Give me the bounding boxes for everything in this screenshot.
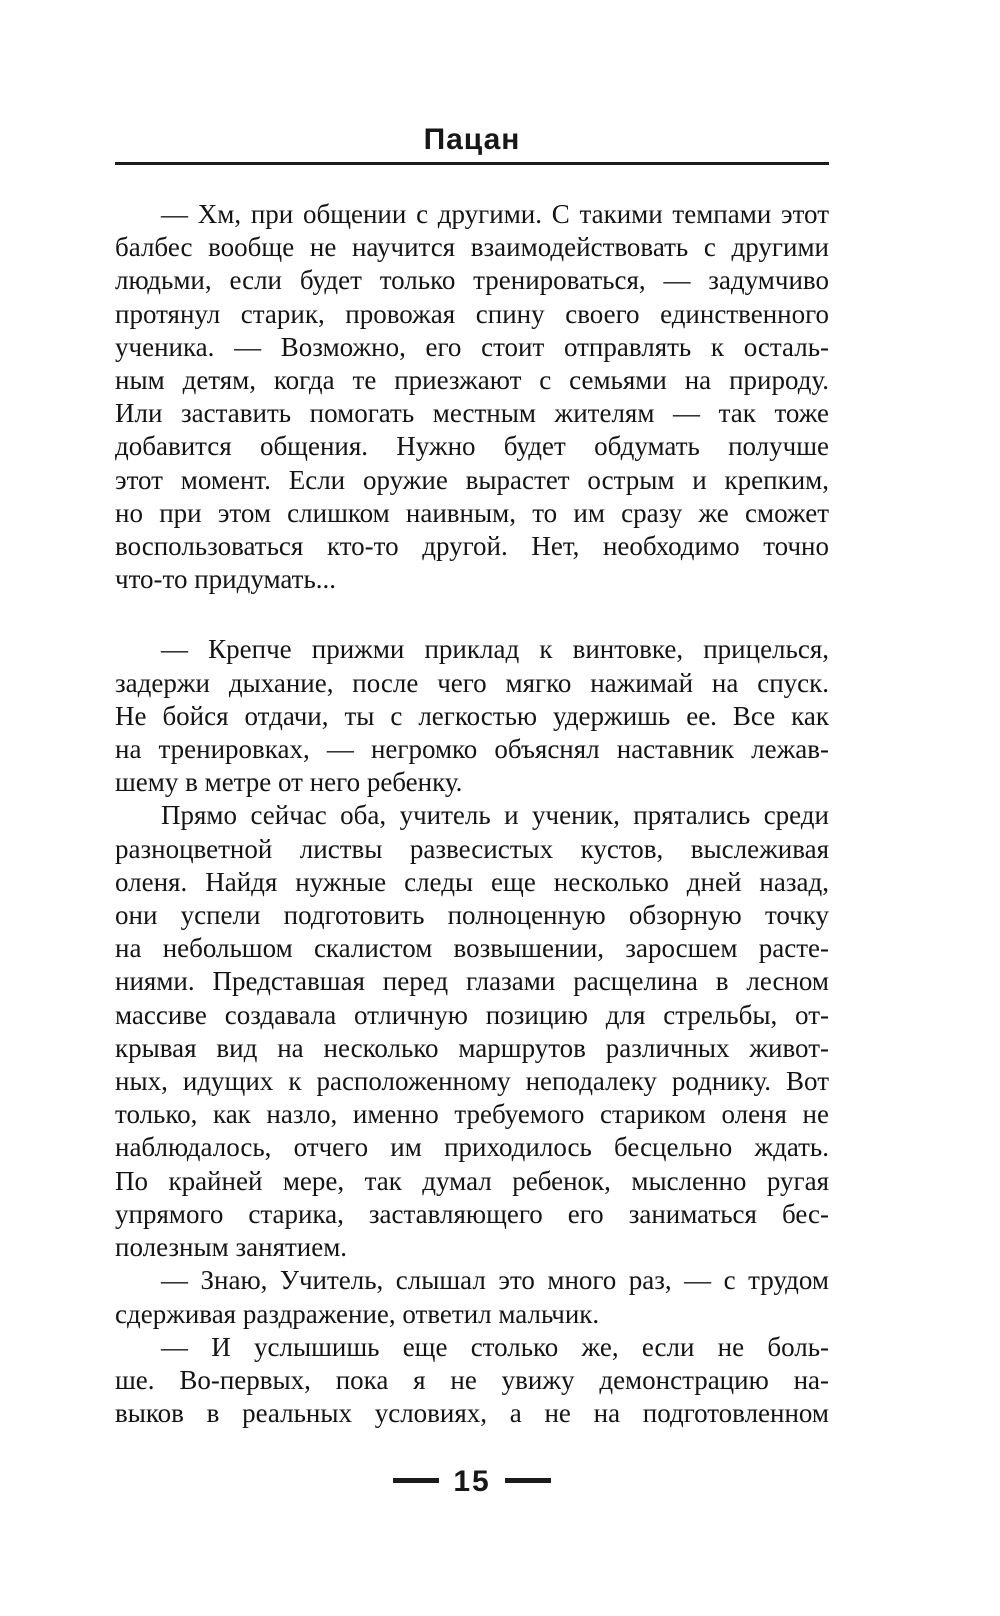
text-line: балбес вообще не научится взаимодействовать с другими	[115, 232, 829, 263]
page-number-dash-right-icon	[505, 1478, 551, 1483]
text-line: массиве создавала отличную позицию для стрельбы, от-	[115, 999, 829, 1030]
text-line: ниями. Представшая перед глазами расщелина в лесном	[115, 966, 829, 997]
header-rule	[115, 162, 829, 165]
text-line: ных, идущих к расположенному неподалеку роднику. Вот	[115, 1066, 829, 1097]
text-line: шему в метре от него ребенку.	[115, 767, 463, 798]
paragraph	[115, 1264, 829, 1330]
text-line: они успели подготовить полноценную обзорную точку	[115, 900, 829, 931]
text-line: — Знаю, Учитель, слышал это много раз, — с трудом	[161, 1265, 829, 1296]
text-line: Прямо сейчас оба, учитель и ученик, прятались среди	[161, 800, 829, 831]
text-line: добавится общения. Нужно будет обдумать получше	[115, 431, 829, 462]
text-line: — Хм, при общении с другими. С такими темпами этот	[161, 199, 829, 229]
text-line: воспользоваться кто-то другой. Нет, необходимо точно	[115, 531, 829, 562]
text-line: — И услышишь еще столько же, если не боль-	[161, 1331, 829, 1362]
running-title: Пацан	[423, 123, 521, 156]
page-number: 15	[453, 1465, 491, 1499]
text-line: — Крепче прижми приклад к винтовке, прицелься,	[161, 634, 829, 665]
text-line: на тренировках, — негромко объяснял наставник лежав-	[115, 734, 829, 765]
text-line: Не бойся отдачи, ты с легкостью удержишь ее. Все как	[115, 700, 829, 731]
text-line: По крайней мере, так думал ребенок, мысленно ругая	[115, 1165, 829, 1196]
text-line: Или заставить помогать местным жителям — так тоже	[115, 398, 829, 429]
text-line: людьми, если будет только тренироваться, — задумчиво	[115, 265, 829, 296]
paragraph	[115, 198, 829, 596]
page-number-dash-left-icon	[393, 1478, 439, 1483]
text-line: выков в реальных условиях, а не на подготовленном	[115, 1398, 829, 1429]
text-line: что-то придумать...	[115, 564, 337, 595]
paragraph	[115, 1331, 829, 1431]
text-line: сдерживая раздражение, ответил мальчик.	[115, 1298, 600, 1329]
text-line: этот момент. Если оружие вырастет острым и крепким,	[115, 464, 829, 495]
text-line: протянул старик, провожая спину своего единственного	[115, 298, 829, 329]
text-line: наблюдалось, отчего им приходилось бесцельно ждать.	[115, 1132, 829, 1163]
text-line: ше. Во-первых, пока я не увижу демонстрацию на-	[115, 1364, 829, 1395]
page-footer	[115, 1464, 829, 1499]
text-line: упрямого старика, заставляющего его заниматься бес-	[115, 1198, 829, 1229]
text-line: ным детям, когда те приезжают с семьями на природу.	[115, 365, 829, 396]
text-line: ученика. — Возможно, его стоит отправлять к осталь-	[115, 331, 829, 362]
text-line: но при этом слишком наивным, то им сразу же сможет	[115, 497, 829, 528]
paragraph	[115, 633, 829, 799]
paragraph	[115, 799, 829, 1264]
text-line: на небольшом скалистом возвышении, заросшем расте-	[115, 933, 829, 964]
text-line: полезным занятием.	[115, 1232, 348, 1263]
text-line: только, как назло, именно требуемого стариком оленя не	[115, 1099, 829, 1130]
text-line: разноцветной листвы развесистых кустов, выслеживая	[115, 833, 829, 864]
text-line: оленя. Найдя нужные следы еще несколько дней назад,	[115, 866, 829, 897]
text-line: задержи дыхание, после чего мягко нажимай на спуск.	[115, 667, 829, 698]
text-line: крывая вид на несколько маршрутов различных живот-	[115, 1032, 829, 1063]
text-block	[115, 198, 829, 1430]
